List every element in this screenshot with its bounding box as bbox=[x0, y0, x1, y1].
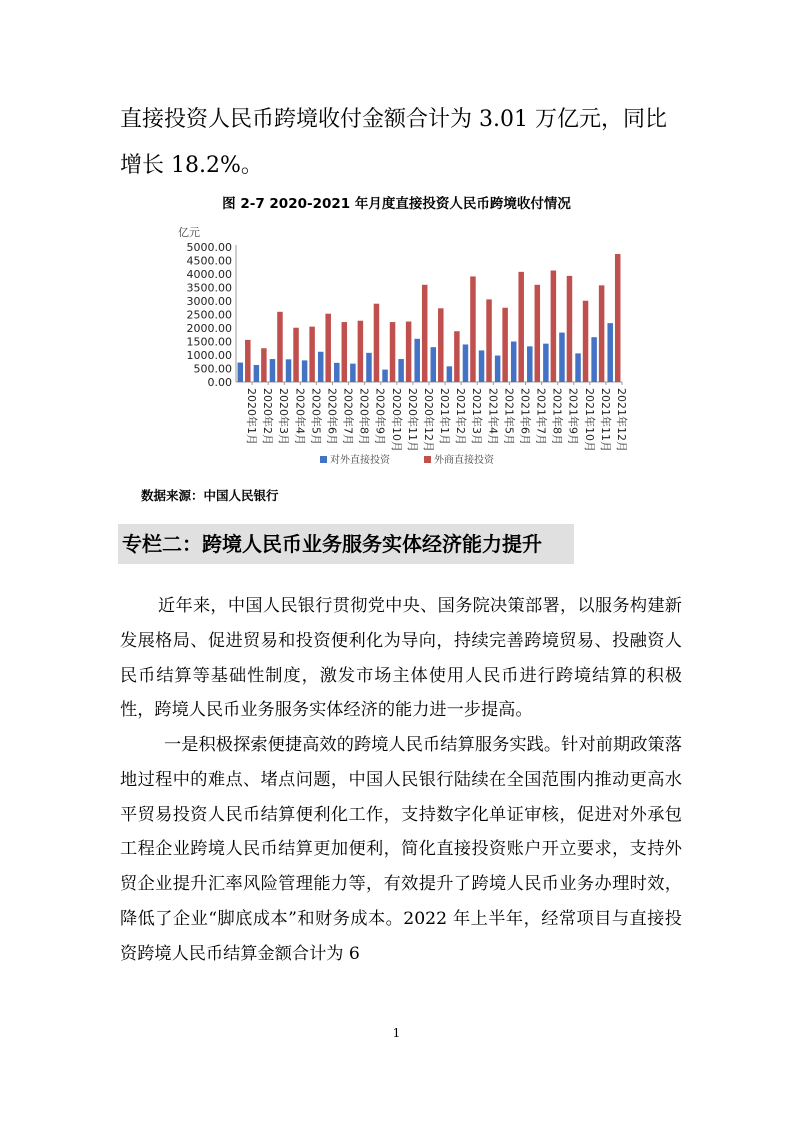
x-tick-label: 2020年9月 bbox=[373, 388, 387, 445]
bar-inward-fdi bbox=[615, 254, 621, 382]
y-tick-label: 4500.00 bbox=[186, 254, 232, 268]
bar-outward-fdi bbox=[527, 346, 533, 382]
bar-outward-fdi bbox=[414, 339, 420, 382]
bar-outward-fdi bbox=[495, 356, 501, 382]
bar-inward-fdi bbox=[342, 322, 348, 382]
bar-outward-fdi bbox=[559, 333, 565, 382]
bar-outward-fdi bbox=[238, 363, 244, 382]
bar-outward-fdi bbox=[382, 370, 388, 382]
x-tick-label: 2020年12月 bbox=[421, 388, 435, 452]
x-tick-label: 2020年3月 bbox=[277, 388, 291, 445]
bar-inward-fdi bbox=[261, 348, 267, 382]
bar-inward-fdi bbox=[438, 308, 444, 382]
bar-inward-fdi bbox=[470, 276, 476, 382]
bar-outward-fdi bbox=[447, 366, 453, 382]
x-tick-label: 2021年7月 bbox=[534, 388, 548, 445]
x-tick-label: 2021年3月 bbox=[470, 388, 484, 445]
x-tick-label: 2021年9月 bbox=[566, 388, 580, 445]
y-tick-label: 500.00 bbox=[193, 362, 232, 376]
x-tick-label: 2020年1月 bbox=[245, 388, 259, 445]
bar-outward-fdi bbox=[286, 359, 292, 382]
y-tick-label: 1000.00 bbox=[186, 349, 232, 362]
bar-inward-fdi bbox=[599, 285, 605, 382]
x-tick-label: 2021年8月 bbox=[550, 388, 564, 445]
legend-label-outward: 对外直接投资 bbox=[330, 455, 390, 466]
bar-outward-fdi bbox=[398, 359, 404, 382]
x-tick-label: 2020年6月 bbox=[325, 388, 339, 445]
x-tick-label: 2021年10月 bbox=[582, 388, 596, 452]
bar-outward-fdi bbox=[511, 342, 517, 383]
bar-inward-fdi bbox=[551, 270, 557, 382]
bar-inward-fdi bbox=[422, 285, 428, 382]
bar-outward-fdi bbox=[543, 344, 549, 382]
bar-outward-fdi bbox=[463, 344, 469, 382]
data-source: 数据来源：中国人民银行 bbox=[141, 488, 279, 503]
x-tick-label: 2021年11月 bbox=[598, 388, 612, 452]
y-tick-label: 2000.00 bbox=[186, 322, 232, 335]
bar-inward-fdi bbox=[374, 304, 380, 382]
x-tick-label: 2021年6月 bbox=[518, 388, 532, 445]
bar-inward-fdi bbox=[583, 301, 589, 382]
intro-paragraph: 直接投资人民币跨境收付金额合计为 3.01 万亿元，同比增长 18.2%。 bbox=[120, 107, 667, 178]
x-tick-label: 2020年2月 bbox=[261, 388, 275, 445]
bar-outward-fdi bbox=[350, 364, 356, 382]
x-tick-label: 2021年4月 bbox=[486, 388, 500, 445]
x-tick-label: 2020年5月 bbox=[309, 388, 323, 445]
y-tick-label: 2500.00 bbox=[186, 308, 232, 322]
bar-outward-fdi bbox=[302, 360, 308, 382]
bar-inward-fdi bbox=[325, 314, 331, 382]
x-tick-label: 2021年1月 bbox=[438, 388, 452, 445]
x-tick-label: 2020年11月 bbox=[405, 388, 419, 452]
legend-swatch-outward bbox=[320, 456, 327, 463]
bar-inward-fdi bbox=[406, 322, 412, 382]
bar-inward-fdi bbox=[535, 285, 541, 382]
legend-label-inward: 外商直接投资 bbox=[434, 455, 494, 466]
y-tick-label: 4000.00 bbox=[186, 268, 232, 281]
bar-outward-fdi bbox=[479, 350, 485, 382]
bar-inward-fdi bbox=[358, 321, 364, 382]
bar-inward-fdi bbox=[502, 308, 508, 382]
bar-inward-fdi bbox=[293, 328, 299, 382]
bar-outward-fdi bbox=[575, 353, 581, 382]
y-tick-label: 3000.00 bbox=[186, 295, 232, 308]
column-title: 专栏二：跨境人民币业务服务实体经济能力提升 bbox=[118, 524, 574, 564]
x-tick-label: 2020年4月 bbox=[293, 388, 307, 445]
x-tick-label: 2021年2月 bbox=[454, 388, 468, 445]
bar-inward-fdi bbox=[454, 331, 460, 382]
bar-outward-fdi bbox=[334, 363, 340, 382]
y-tick-label: 1500.00 bbox=[186, 335, 232, 349]
bar-outward-fdi bbox=[270, 359, 276, 382]
bar-chart bbox=[168, 214, 628, 480]
y-axis-unit-label: 亿元 bbox=[178, 226, 200, 239]
bar-outward-fdi bbox=[607, 323, 613, 382]
x-tick-label: 2020年10月 bbox=[389, 388, 403, 452]
bar-inward-fdi bbox=[309, 327, 315, 382]
bar-outward-fdi bbox=[431, 347, 437, 382]
bar-inward-fdi bbox=[390, 322, 396, 382]
legend-swatch-inward bbox=[424, 456, 431, 463]
x-tick-label: 2020年7月 bbox=[341, 388, 355, 445]
x-tick-label: 2020年8月 bbox=[357, 388, 371, 445]
figure-caption: 图 2-7 2020-2021 年月度直接投资人民币跨境收付情况 bbox=[222, 196, 571, 212]
paragraph-2: 一是积极探索便捷高效的跨境人民币结算服务实践。针对前期政策落地过程中的难点、堵点问题，中国人民银行陆续在全国范围内推动更高水平贸易投资人民币结算便利化工作，支持数字化单证审核，促进对外承包工程企业跨境人民币结算更加便利，简化直接投资账户开立要求，支持外贸企业提升汇率风险管理能力等，有效提升了跨境人民币业务办理时效，降低了企业“脚底成本”和财务成本。2022 年上半年，经常项目与直接投资跨境人民币结算金额合计为 6 bbox=[120, 735, 682, 964]
paragraph-1: 近年来，中国人民银行贯彻党中央、国务院决策部署，以服务构建新发展格局、促进贸易和投资便利化为导向，持续完善跨境贸易、投融资人民币结算等基础性制度，激发市场主体使用人民币进行跨境结算的积极性，跨境人民币业务服务实体经济的能力进一步提高。 bbox=[120, 596, 682, 721]
y-tick-label: 3500.00 bbox=[186, 281, 232, 295]
bar-outward-fdi bbox=[318, 352, 324, 382]
bar-inward-fdi bbox=[567, 276, 573, 382]
bar-inward-fdi bbox=[245, 340, 251, 382]
bar-outward-fdi bbox=[591, 337, 597, 382]
y-tick-label: 0.00 bbox=[207, 376, 232, 389]
y-tick-label: 5000.00 bbox=[186, 241, 232, 254]
bar-outward-fdi bbox=[366, 353, 372, 382]
x-tick-label: 2021年5月 bbox=[502, 388, 516, 445]
bar-inward-fdi bbox=[518, 272, 524, 382]
bar-outward-fdi bbox=[254, 365, 260, 382]
bar-inward-fdi bbox=[486, 299, 492, 382]
bar-inward-fdi bbox=[277, 312, 283, 382]
x-tick-label: 2021年12月 bbox=[614, 388, 628, 453]
page-number: 1 bbox=[392, 1026, 401, 1040]
